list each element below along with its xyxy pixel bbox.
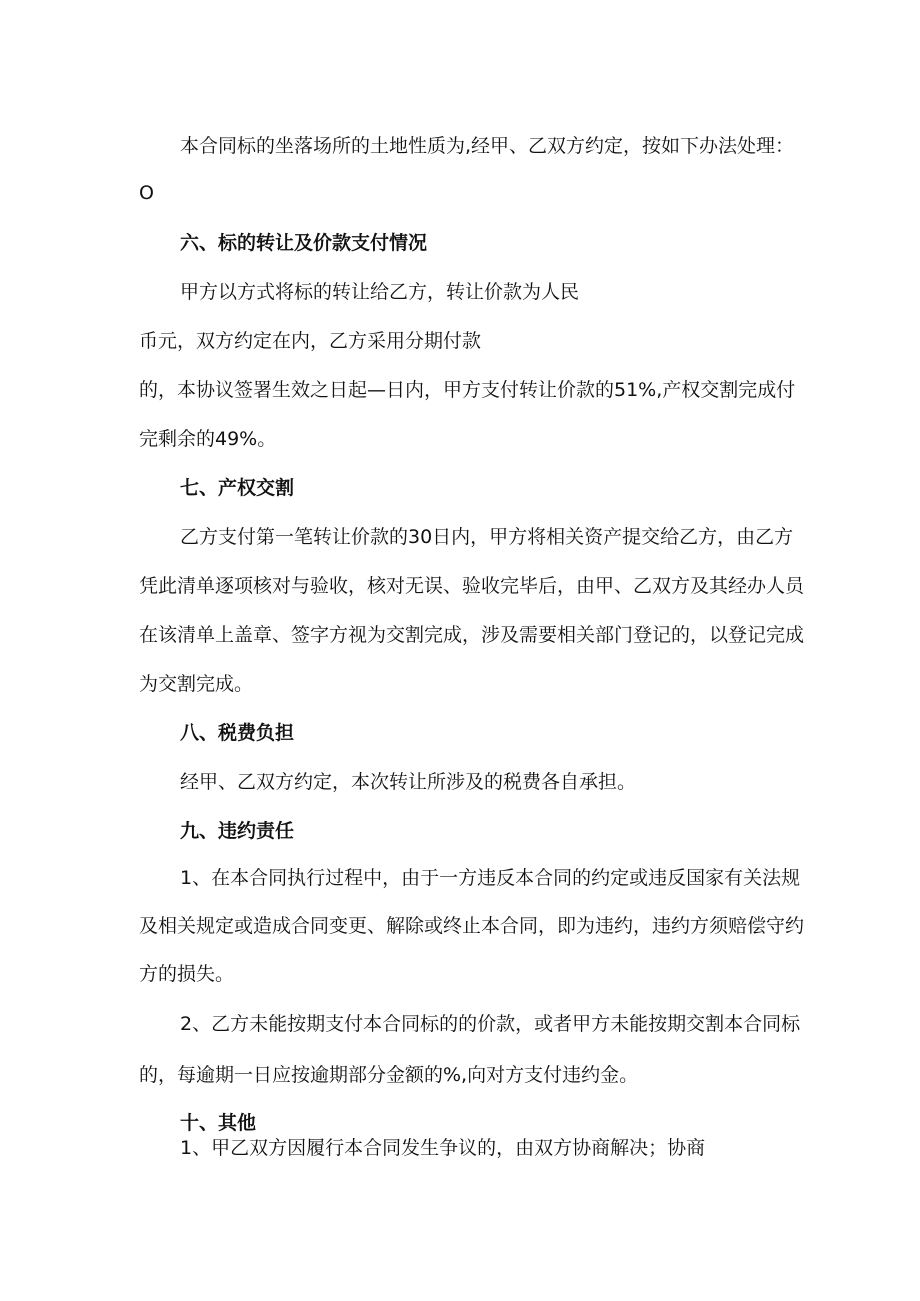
section-6-line-1: 甲方以方式将标的转让给乙方，转让价款为人民 (180, 281, 580, 303)
section-9-item-2-line-1: 2、乙方未能按期支付本合同标的的价款，或者甲方未能按期交割本合同标 (180, 1013, 801, 1035)
section-8-line-1: 经甲、乙双方约定，本次转让所涉及的税费各自承担。 (180, 771, 637, 793)
section-9-heading: 九、违约责任 (180, 820, 295, 842)
section-7-line-2: 凭此清单逐项核对与验收，核对无误、验收完毕后，由甲、乙双方及其经办人员 (139, 575, 805, 597)
section-9-item-1-line-2: 及相关规定或造成合同变更、解除或终止本合同，即为违约，违约方须赔偿守约 (139, 915, 805, 937)
section-9-item-2-line-2: 的，每逾期一日应按逾期部分金额的%,向对方支付违约金。 (139, 1064, 639, 1086)
section-6-heading: 六、标的转让及价款支付情况 (180, 232, 428, 254)
section-8-heading: 八、税费负担 (180, 722, 295, 744)
section-7-line-3: 在该清单上盖章、签字方视为交割完成，涉及需要相关部门登记的，以登记完成 (139, 624, 805, 646)
section-7-heading: 七、产权交割 (180, 477, 295, 499)
section-6-line-4: 完剩余的49%。 (139, 428, 277, 450)
paragraph-location-cont: O (139, 182, 154, 204)
section-9-item-1-line-1: 1、在本合同执行过程中，由于一方违反本合同的约定或违反国家有关法规 (180, 867, 801, 889)
section-7-line-4: 为交割完成。 (139, 673, 254, 695)
section-6-line-3: 的，本协议签署生效之日起—日内，甲方支付转让价款的51%,产权交割完成付 (139, 379, 796, 401)
section-10-heading: 十、其他 (180, 1112, 257, 1134)
section-9-item-1-line-3: 方的损失。 (139, 963, 235, 985)
section-7-line-1: 乙方支付第一笔转让价款的30日内，甲方将相关资产提交给乙方，由乙方 (180, 526, 794, 548)
section-6-line-2: 币元，双方约定在内，乙方采用分期付款 (139, 330, 482, 352)
section-10-line-1: 1、甲乙双方因履行本合同发生争议的，由双方协商解决；协商 (180, 1137, 706, 1159)
paragraph-location: 本合同标的坐落场所的土地性质为,经甲、乙双方约定，按如下办法处理： (180, 135, 795, 157)
